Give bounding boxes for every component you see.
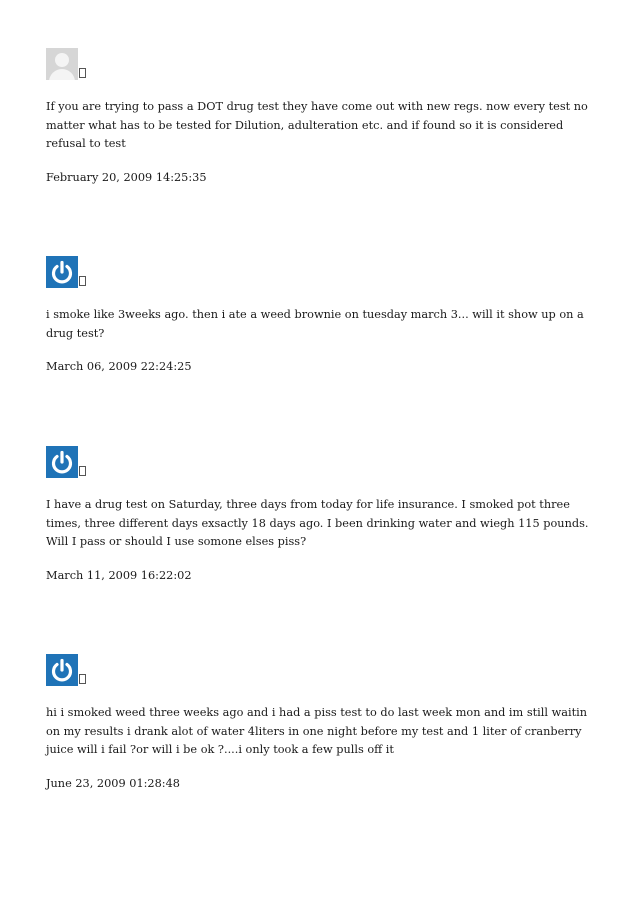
default-user-icon bbox=[46, 48, 78, 80]
comment-date: March 11, 2009 16:22:02 bbox=[46, 568, 192, 582]
power-icon bbox=[46, 446, 78, 478]
comment-text: I have a drug test on Saturday, three days from today for life insurance. I smoked pot three times, three different days exsactly 18 days ago. I been drinking water and wiegh 115 pounds. Will I pass or should I use somone elses piss? bbox=[46, 498, 589, 548]
power-icon bbox=[46, 654, 78, 686]
missing-glyph-icon bbox=[79, 68, 86, 78]
comment bbox=[46, 446, 594, 584]
comment bbox=[46, 256, 594, 375]
avatar-row bbox=[46, 48, 594, 84]
comment-date: March 06, 2009 22:24:25 bbox=[46, 360, 192, 373]
comment-text: If you are trying to pass a DOT drug test they have come out with new regs. now every test no matter what has to be tested for Dilution, adulteration etc. and if found so it is considered refusal to test bbox=[46, 100, 588, 150]
avatar-row bbox=[46, 654, 594, 690]
missing-glyph-icon bbox=[79, 276, 86, 286]
power-icon bbox=[46, 256, 78, 288]
comment bbox=[46, 48, 594, 186]
comment bbox=[46, 654, 594, 792]
avatar-row bbox=[46, 446, 594, 482]
comment-text: hi i smoked weed three weeks ago and i had a piss test to do last week mon and im still waitin on my results i drank alot of water 4liters in one night before my test and 1 liter of cranberry juice will i fail ?or will i be ok ?....i only took a few pulls off it bbox=[46, 706, 588, 756]
comment-text: i smoke like 3weeks ago. then i ate a weed brownie on tuesday march 3... will it show up on a drug test? bbox=[46, 308, 584, 340]
missing-glyph-icon bbox=[79, 674, 86, 684]
comment-date: June 23, 2009 01:28:48 bbox=[46, 776, 180, 790]
avatar-row bbox=[46, 256, 594, 292]
missing-glyph-icon bbox=[79, 466, 86, 476]
comment-date: February 20, 2009 14:25:35 bbox=[46, 170, 207, 184]
